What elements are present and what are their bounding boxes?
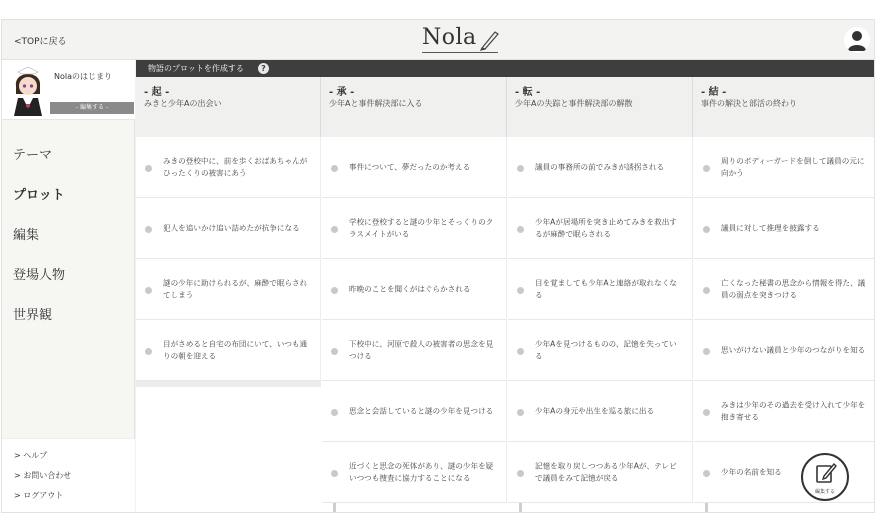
plot-card[interactable] (694, 320, 875, 381)
plot-card[interactable] (322, 442, 507, 503)
help-icon[interactable]: ? (258, 63, 269, 74)
card-dot (703, 226, 710, 233)
card-dot (145, 348, 152, 355)
card-dot (703, 409, 710, 416)
story-card[interactable] (2, 60, 135, 120)
column-subtitle: みきと少年Aの出会い (144, 99, 222, 108)
story-edit-button[interactable]: - 編集する - (50, 102, 134, 114)
plot-board (136, 60, 875, 513)
plot-card[interactable] (508, 259, 693, 320)
card-dot (703, 348, 710, 355)
edit-note-icon (815, 461, 837, 485)
plot-card[interactable] (508, 381, 693, 442)
column-title: - 結 - (701, 87, 727, 98)
logo-text: Nola (422, 25, 477, 50)
card-text: 学校に登校すると謎の少年とそっくりのクラスメイトがいる (349, 217, 494, 238)
plot-card[interactable] (322, 259, 507, 320)
card-text: 謎の少年に助けられるが、麻酔で眠らされてしまう (163, 278, 308, 299)
column-header-ketsu[interactable] (693, 77, 875, 137)
sidebar (2, 60, 135, 513)
help-link[interactable]: > ヘルプ (14, 451, 48, 460)
column-title: - 起 - (144, 87, 170, 98)
app-window (1, 19, 875, 513)
card-dot (703, 165, 710, 172)
column-subtitle: 事件の解決と部活の終わり (701, 99, 797, 108)
user-avatar-button[interactable] (844, 27, 870, 53)
card-text: 周りのボディーガードを倒して議員の元に向かう (721, 156, 865, 177)
card-dot (145, 226, 152, 233)
card-text: 事件について、夢だったのか考える (349, 162, 471, 172)
card-text: 亡くなった秘書の思念から情報を得た、議員の弱点を突きつける (721, 278, 866, 299)
card-text: 少年Aの身元や出生を巡る旅に出る (535, 406, 655, 416)
logo-underline (422, 52, 498, 53)
card-text: 目がさめると自宅の布団にいて、いつも通りの朝を迎える (163, 339, 308, 360)
plot-card[interactable] (136, 198, 321, 259)
plot-card[interactable] (136, 137, 321, 198)
back-to-top-link[interactable]: <TOPに戻る (14, 37, 67, 47)
card-dot (517, 226, 524, 233)
card-text: 記憶を取り戻しつつある少年Aが、テレビで議員をみて記憶が戻る (535, 461, 677, 482)
card-text: みきの登校中に、前を歩くおばあちゃんがひったくりの被害にあう (163, 156, 308, 177)
column-header-sho[interactable] (321, 77, 507, 137)
card-text: 近づくと思念の死体があり、謎の少年を疑いつつも捜査に協力することになる (349, 461, 494, 482)
card-dot (703, 470, 710, 477)
plot-card[interactable] (508, 320, 693, 381)
board-title-bar (136, 60, 875, 77)
story-thumbnail-character (8, 64, 48, 116)
card-dot (517, 165, 524, 172)
card-dot (517, 348, 524, 355)
plot-card[interactable] (694, 259, 875, 320)
plot-card[interactable] (508, 442, 693, 503)
card-text: 思いがけない議員と少年のつながりを知る (721, 345, 866, 355)
card-text: 犯人を追いかけ追い詰めたが抗争になる (163, 223, 300, 233)
nav-characters[interactable]: 登場人物 (13, 268, 66, 283)
card-dot (145, 165, 152, 172)
plot-card[interactable] (694, 198, 875, 259)
plot-card[interactable] (322, 320, 507, 381)
card-text: 下校中に、河原で殺人の被害者の思念を見つける (349, 339, 494, 360)
plot-card[interactable] (694, 381, 875, 442)
column-header-ten[interactable] (507, 77, 693, 137)
nav-plot[interactable]: プロット (13, 188, 65, 203)
card-text: 少年Aが居場所を突き止めてみきを救出するが麻酔で眠らされる (535, 217, 677, 238)
card-dot (331, 409, 338, 416)
card-dot (331, 470, 338, 477)
card-text: 思念と会話していると謎の少年を見つける (349, 406, 494, 416)
card-dot (517, 287, 524, 294)
sidebar-footer (2, 438, 135, 513)
card-dot (331, 165, 338, 172)
pen-icon (478, 29, 500, 51)
nav-edit[interactable]: 編集 (13, 228, 40, 243)
card-dot (517, 409, 524, 416)
card-dot (331, 348, 338, 355)
plot-card[interactable] (322, 137, 507, 198)
column-header-ki[interactable] (136, 77, 321, 137)
logout-link[interactable]: > ログアウト (14, 491, 64, 500)
contact-link[interactable]: > お問い合わせ (14, 471, 72, 480)
card-text: 昨晩のことを聞くがはぐらかされる (349, 284, 471, 294)
plot-card[interactable] (322, 381, 507, 442)
card-dot (331, 287, 338, 294)
top-header (2, 20, 875, 60)
column-title: - 転 - (515, 87, 541, 98)
column-title: - 承 - (329, 87, 355, 98)
fab-label: 編集する (814, 489, 835, 495)
card-text: 議員に対して推理を披露する (721, 223, 820, 233)
nav-world[interactable]: 世界観 (13, 308, 53, 323)
column-subtitle: 少年Aの失踪と事件解決部の解散 (515, 99, 633, 108)
column-end-bar (136, 381, 321, 387)
plot-card[interactable] (322, 198, 507, 259)
column-subtitle: 少年Aと事件解決部に入る (329, 99, 423, 108)
board-title: 物語のプロットを作成する (148, 64, 244, 73)
card-text: 議員の事務所の前でみきが誘拐される (535, 162, 665, 172)
card-text: 目を覚ましても少年Aと連絡が取れなくなる (535, 278, 677, 299)
plot-card[interactable] (694, 137, 875, 198)
plot-card[interactable] (136, 259, 321, 320)
story-title: Nolaのはじまり (54, 72, 113, 81)
card-dot (145, 287, 152, 294)
edit-fab-button[interactable] (801, 453, 849, 501)
card-dot (517, 470, 524, 477)
card-text: 少年Aを見つけるものの、記憶を失っている (535, 339, 677, 360)
plot-card[interactable] (508, 198, 693, 259)
nav-theme[interactable]: テーマ (13, 148, 53, 163)
plot-card[interactable] (136, 320, 321, 381)
card-text: みきは少年のその過去を受け入れて少年を抱き寄せる (721, 400, 866, 421)
card-text: 少年の名前を知る (721, 467, 782, 477)
plot-card[interactable] (508, 137, 693, 198)
card-dot (703, 287, 710, 294)
card-dot (331, 226, 338, 233)
nola-logo (422, 25, 477, 53)
user-icon (844, 27, 870, 53)
